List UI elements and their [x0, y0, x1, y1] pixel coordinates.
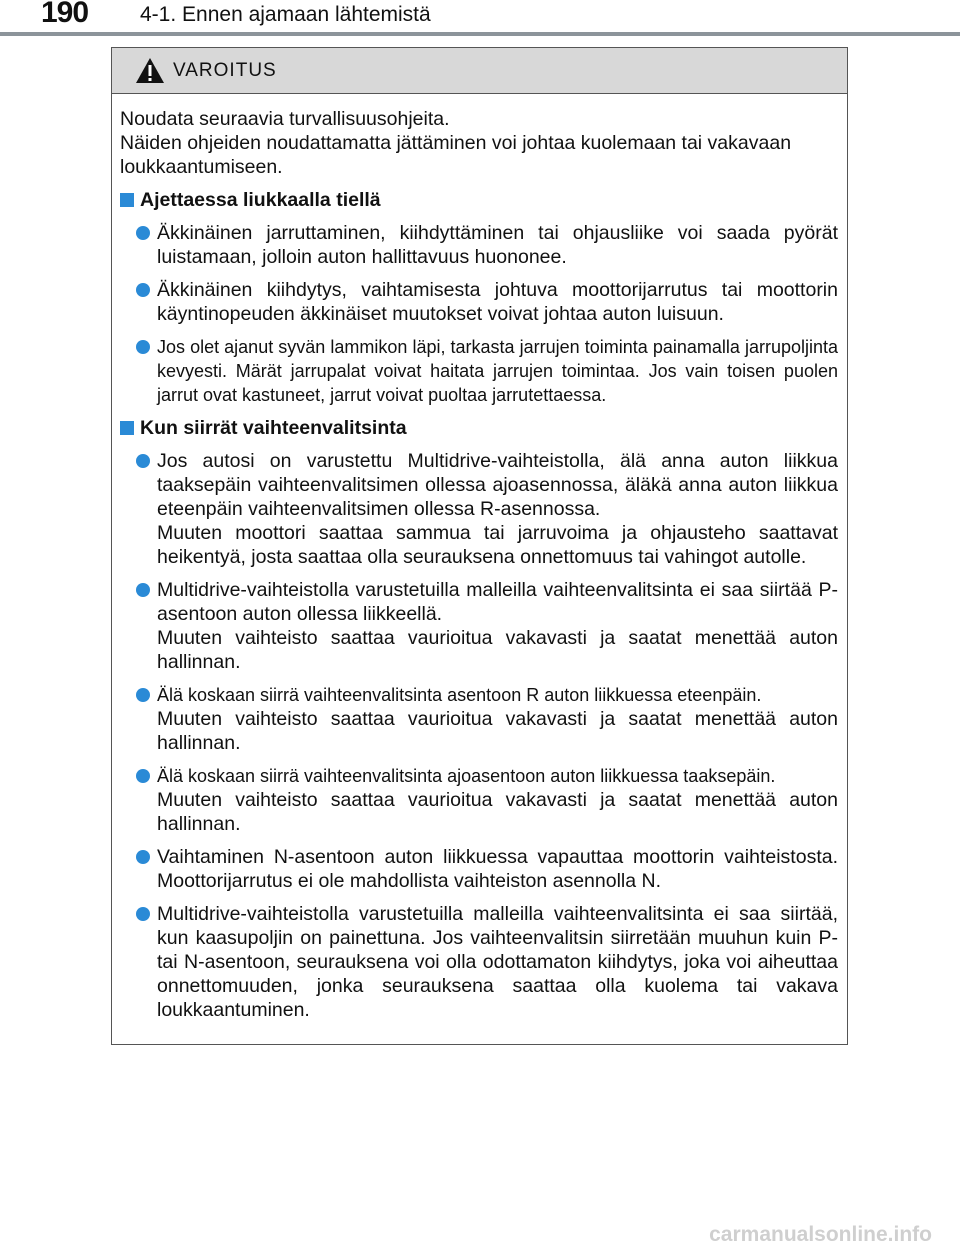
list-item-text: Muuten vaihteisto saattaa vaurioitua vakavasti ja saatat menettää auton hallinnan. [157, 708, 838, 754]
bullet-dot-icon [136, 454, 150, 468]
bullet-dot-icon [136, 226, 150, 240]
list-item [120, 764, 838, 836]
list-item-text: Muuten vaihteisto saattaa vaurioitua vakavasti ja saatat menettää auton hallinnan. [157, 789, 838, 835]
list-item [120, 683, 838, 755]
list-item [120, 578, 838, 674]
list-item [120, 845, 838, 893]
section-heading-text: Ajettaessa liukkaalla tiellä [140, 189, 381, 211]
bullet-dot-icon [136, 688, 150, 702]
square-bullet-icon [120, 193, 134, 207]
bullet-dot-icon [136, 583, 150, 597]
list-item-text: Multidrive-vaihteistolla varustetuilla malleilla vaihteenvalitsinta ei saa siirtää P-asentoon auton ollessa liikkeellä. [157, 579, 838, 625]
intro-line: Näiden ohjeiden noudattamatta jättäminen voi johtaa kuolemaan tai vakavaan loukkaantumiseen. [120, 132, 792, 178]
section-heading [120, 416, 838, 440]
watermark: carmanualsonline.info [709, 1223, 932, 1246]
list-item-text: Multidrive-vaihteistolla varustetuilla malleilla vaihteenvalitsinta ei saa siirtää, kun kaasupoljin on painettuna. Jos vaihteenvalitsin siirretään muuhun kuin P- tai N-asentoon, seurauksena voi olla odottamaton kiihdytys, joka voi aiheuttaa onnettomuuden, jonka seurauksena saattaa olla kuolema tai vakava loukkaantuminen. [157, 903, 838, 1021]
square-bullet-icon [120, 421, 134, 435]
warning-triangle-icon [135, 57, 165, 84]
list-item-text: Äkkinäinen kiihdytys, vaihtamisesta johtuva moottorijarrutus tai moottorin käyntinopeuden äkkinäiset muutokset voivat johtaa auton luisuun. [157, 279, 838, 325]
list-item-text: Äkkinäinen jarruttaminen, kiihdyttäminen tai ohjausliike voi saada pyörät luistamaan, jolloin auton hallittavuus huononee. [157, 222, 838, 268]
list-item [120, 278, 838, 326]
list-item [120, 449, 838, 569]
warning-body [112, 94, 847, 1022]
bullet-dot-icon [136, 340, 150, 354]
section-heading [120, 188, 838, 212]
header-divider [0, 32, 960, 36]
list-item [120, 902, 838, 1022]
warning-label: VAROITUS [173, 59, 277, 81]
warning-header [112, 48, 847, 94]
intro-line: Noudata seuraavia turvallisuusohjeita. [120, 108, 450, 130]
bullet-dot-icon [136, 907, 150, 921]
section-title: 4-1. Ennen ajamaan lähtemistä [140, 3, 431, 26]
list-item-text: Vaihtaminen N-asentoon auton liikkuessa vapauttaa moottorin vaihteistosta. Moottorijarrutus ei ole mahdollista vaihteiston asennolla N. [157, 846, 838, 892]
bullet-dot-icon [136, 850, 150, 864]
list-item-text: Älä koskaan siirrä vaihteenvalitsinta asentoon R auton liikkuessa eteenpäin. [157, 685, 762, 705]
bullet-dot-icon [136, 283, 150, 297]
list-item-text: Muuten moottori saattaa sammua tai jarruvoima ja ohjausteho saattavat heikentyä, josta saattaa olla seurauksena onnettomuus tai vahingot autolle. [157, 522, 838, 568]
warning-box [111, 47, 848, 1045]
section-heading-text: Kun siirrät vaihteenvalitsinta [140, 417, 407, 439]
list-item [120, 221, 838, 269]
list-item-text: Muuten vaihteisto saattaa vaurioitua vakavasti ja saatat menettää auton hallinnan. [157, 627, 838, 673]
warning-intro [120, 107, 838, 179]
list-item [120, 335, 838, 407]
list-item-text: Jos olet ajanut syvän lammikon läpi, tarkasta jarrujen toiminta painamalla jarrupoljinta kevyesti. Märät jarrupalat voivat haitata jarrujen toimintaa. Jos vain toisen puolen jarrut ovat kastuneet, jarrut voivat puoltaa jarrutettaessa. [157, 337, 838, 405]
list-item-text: Älä koskaan siirrä vaihteenvalitsinta ajoasentoon auton liikkuessa taaksepäin. [157, 766, 776, 786]
list-item-text: Jos autosi on varustettu Multidrive-vaihteistolla, älä anna auton liikkua taaksepäin vaihteenvalitsimen ollessa ajoasennossa, äläkä anna auton liikkua eteenpäin vaihteenvalitsimen ollessa R-asennossa. [157, 450, 838, 520]
bullet-dot-icon [136, 769, 150, 783]
page-number: 190 [41, 0, 89, 29]
